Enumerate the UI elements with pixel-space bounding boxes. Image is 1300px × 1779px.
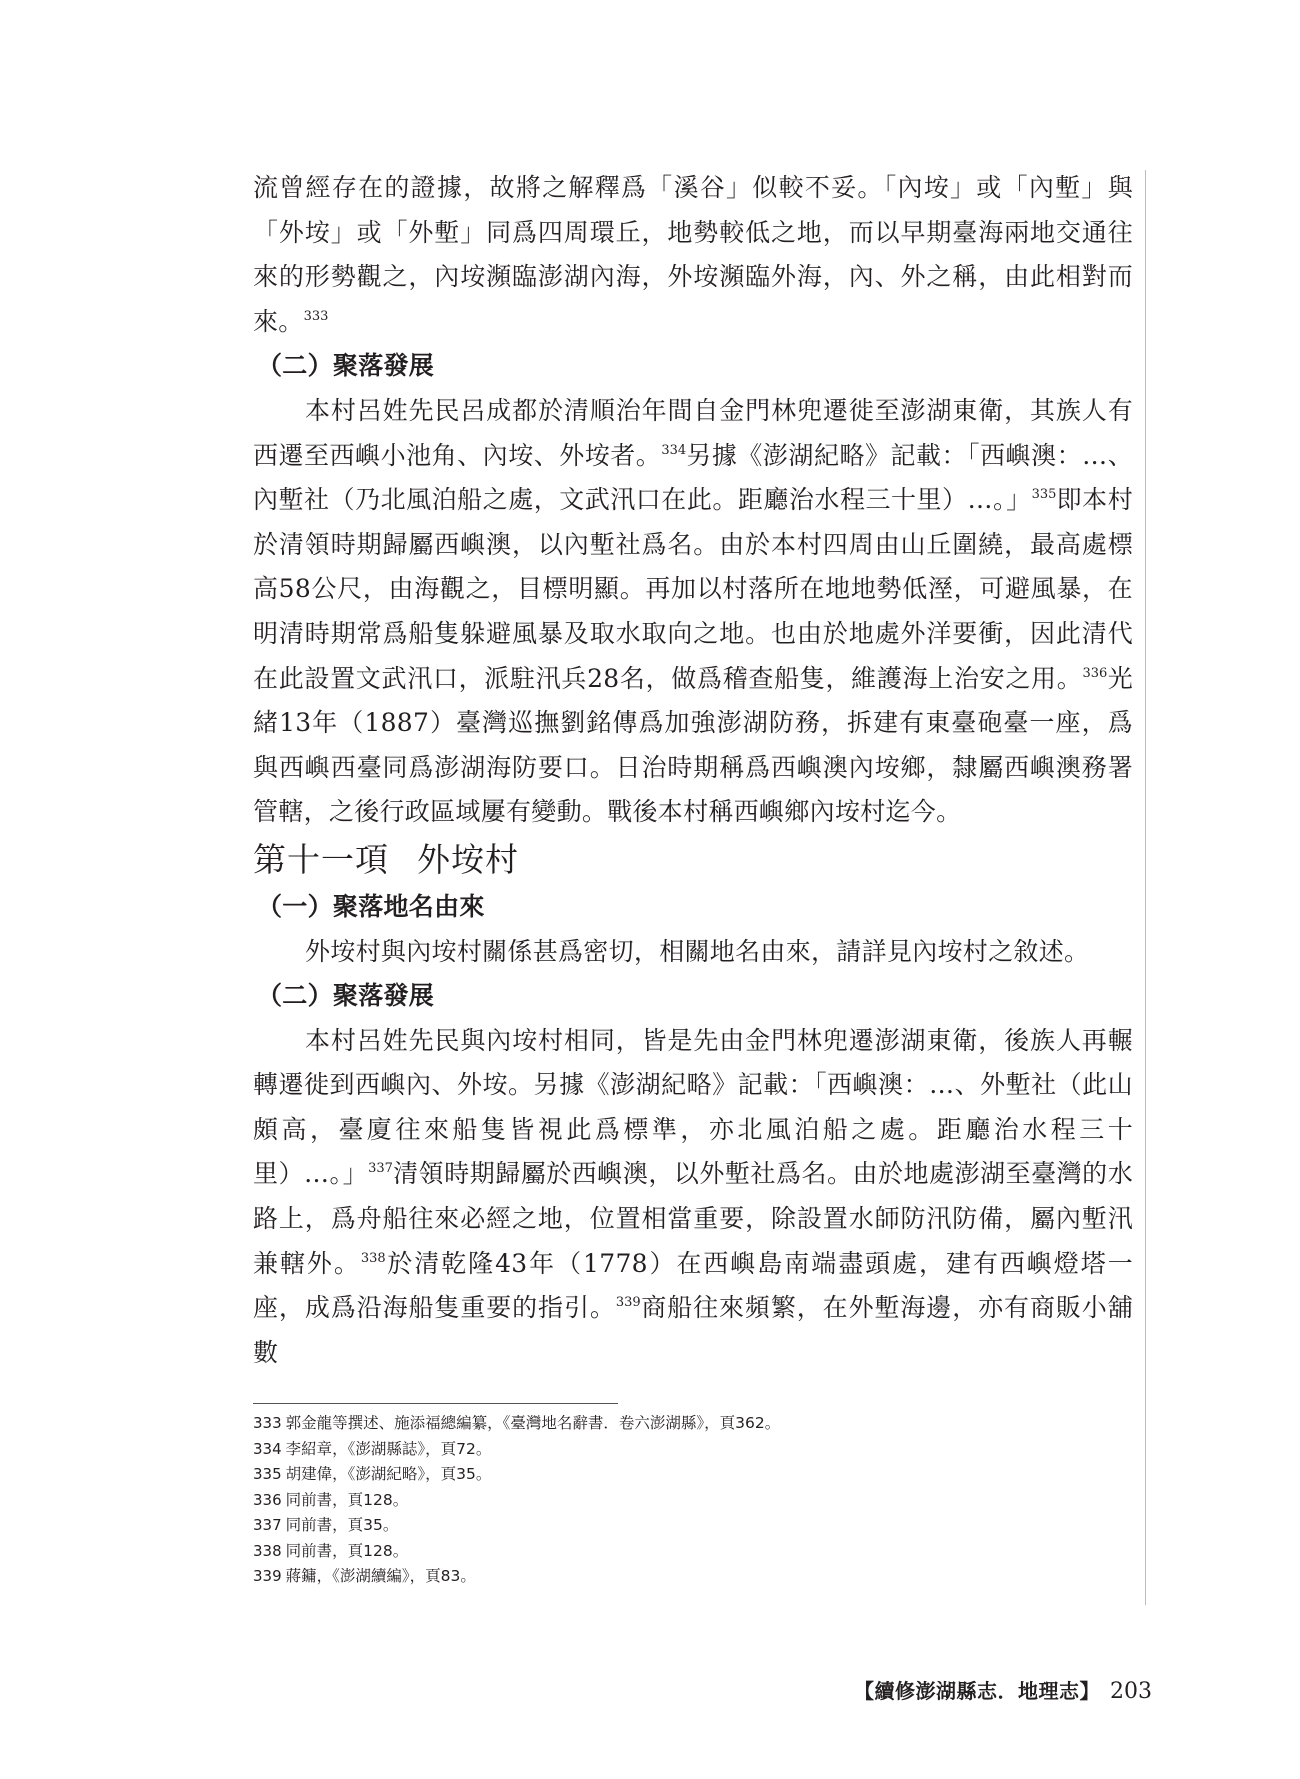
text-run: 於清乾隆43年（1778）在西嶼島南端盡頭處，建有西嶼燈塔一座，成爲沿海船隻重要的指引。 — [253, 1248, 1134, 1323]
section-title — [253, 835, 1133, 885]
footnote-number: 336 — [253, 1490, 282, 1509]
book-title: 【續修澎湖縣志．地理志】 — [854, 1679, 1100, 1703]
footnote — [253, 1539, 1133, 1565]
section-number: 第十一項 — [253, 839, 389, 879]
text-run: 本村呂姓先民與內垵村相同，皆是先由金門林兜遷澎湖東衛，後族人再輾轉遷徙到西嶼內、外垵。另據《澎湖紀略》記載：「西嶼澳：…、外塹社（此山頗高，臺廈往來船隻皆視此爲標準，亦北風泊船之處。距廳治水程三十里）…。」 — [253, 1025, 1133, 1189]
footnote-separator — [253, 1403, 618, 1404]
footnote-ref: 334 — [661, 442, 687, 458]
text-run: 光緒13年（1887）臺灣巡撫劉銘傳爲加強澎湖防務，拆建有東臺砲臺一座，爲與西嶼西臺同爲澎湖海防要口。日治時期稱爲西嶼澳內垵鄉，隸屬西嶼澳務署管轄，之後行政區域屢有變動。戰後本村稱西嶼鄉內垵村迄今。 — [253, 663, 1133, 827]
text-run: 商船往來頻繁，在外塹海邊，亦有商販小舖數 — [253, 1293, 1134, 1367]
footnote-number: 334 — [253, 1439, 282, 1458]
footnotes — [253, 1411, 1133, 1590]
subheading: （一）聚落地名由來 — [257, 891, 485, 921]
footnote-text: 同前書，頁128。 — [285, 1490, 409, 1509]
footnote-ref: 338 — [360, 1250, 386, 1266]
paragraph: 外垵村與內垵村關係甚爲密切，相關地名由來，請詳見內垵村之敘述。 — [305, 936, 1090, 966]
footnote-text: 同前書，頁128。 — [285, 1541, 409, 1560]
footnote-ref: 333 — [303, 308, 329, 324]
section-name: 外垵村 — [417, 839, 519, 879]
text-run: 另據《澎湖紀略》記載：「西嶼澳：…、內塹社（乃北風泊船之處，文武汛口在此。距廳治水程三十里）…。」 — [253, 440, 1133, 515]
footnote-number: 333 — [253, 1414, 282, 1432]
footnote — [253, 1564, 1133, 1590]
footnote-ref: 339 — [615, 1295, 641, 1311]
footnote-ref: 336 — [1082, 665, 1108, 681]
footnote-number: 338 — [253, 1541, 282, 1560]
footnote-ref: 335 — [1031, 487, 1057, 503]
subheading: （二）聚落發展 — [257, 981, 435, 1011]
running-footer — [854, 1675, 1152, 1704]
footnote — [253, 1488, 1133, 1514]
text-run: 流曾經存在的證據，故將之解釋爲「溪谷」似較不妥。「內垵」或「內塹」與「外垵」或「外塹」同爲四周環丘，地勢較低之地，而以早期臺海兩地交通往來的形勢觀之，內垵瀕臨澎湖內海，外垵瀕臨外海，內、外之稱，由此相對而來。 — [253, 173, 1133, 336]
subheading: （二）聚落發展 — [257, 351, 435, 381]
page-number: 203 — [1110, 1679, 1152, 1704]
footnote-number: 337 — [253, 1516, 282, 1534]
margin-rule — [1145, 170, 1146, 1605]
main-text — [253, 166, 1133, 1375]
footnote — [253, 1462, 1133, 1488]
text-run: 即本村於清領時期歸屬西嶼澳，以內塹社爲名。由於本村四周由山丘圍繞，最高處標高58公尺，由海觀之，目標明顯。再加以村落所在地地勢低溼，可避風暴，在明清時期常爲船隻躲避風暴及取水取向之地。也由於地處外洋要衝，因此清代在此設置文武汛口，派駐汛兵28名，做爲稽查船隻，維護海上治安之用。 — [253, 485, 1133, 693]
footnote-text: 胡建偉，《澎湖紀略》，頁35。 — [285, 1465, 492, 1483]
footnote — [253, 1513, 1133, 1539]
paragraph — [253, 1019, 1133, 1376]
footnote-ref: 337 — [368, 1161, 393, 1177]
footnote-text: 郭金龍等撰述、施添福總編纂，《臺灣地名辭書．卷六澎湖縣》，頁362。 — [285, 1414, 781, 1432]
footnote — [253, 1411, 1133, 1437]
text-run: 本村呂姓先民呂成都於清順治年間自金門林兜遷徙至澎湖東衛，其族人有西遷至西嶼小池角、內垵、外垵者。 — [253, 395, 1133, 470]
paragraph — [253, 389, 1133, 835]
footnote-text: 蔣鏞，《澎湖續編》，頁83。 — [285, 1567, 476, 1585]
footnote-number: 339 — [253, 1567, 282, 1585]
footnote-text: 李紹章，《澎湖縣誌》，頁72。 — [285, 1439, 492, 1458]
text-run: 清領時期歸屬於西嶼澳，以外塹社爲名。由於地處澎湖至臺灣的水路上，爲舟船往來必經之地，位置相當重要，除設置水師防汛防備，屬內塹汛兼轄外。 — [253, 1159, 1133, 1278]
footnote — [253, 1437, 1133, 1463]
paragraph — [253, 166, 1133, 344]
footnote-text: 同前書，頁35。 — [285, 1516, 399, 1534]
footnote-number: 335 — [253, 1465, 282, 1483]
